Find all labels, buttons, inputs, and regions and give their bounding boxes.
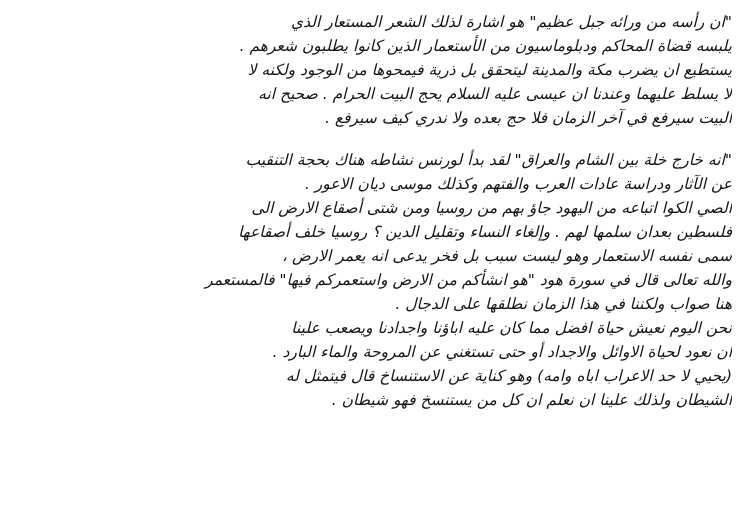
text-line: عن الآثار ودراسة عادات العرب والفتهم وكذلك موسى ديان الاعور . [304,175,732,193]
text-line: (يحيي لا حد الاعراب اباه وامه) وهو كناية عن الاستنساخ قال فيتمثل له [285,367,732,385]
text-line: هنا صواب ولكننا في هذا الزمان نطلقها على الدجال . [395,295,732,313]
text-line: لا يسلط عليهما وعندنا ان عيسى عليه السلام يحج البيت الحرام . صحيح انه [258,85,732,103]
text-line: يستطيع ان يضرب مكة والمدينة ليتحقق بل ذرية فيمحوها من الوجود ولكنه لا [247,61,732,79]
text-line: سمى نفسه الاستعمار وهو ليست سبب بل فخر يدعى انه يعمر الارض ، [282,247,732,265]
paragraph-2 [14,148,732,412]
text-line: والله تعالى قال في سورة هود "هو انشأكم من الارض واستعمركم فيها" فالمستعمر [205,271,732,289]
text-line: نحن اليوم نعيش حياة افضل مما كان عليه اباؤنا واجدادنا ويصعب علينا [291,319,732,337]
text-line: فلسطين بعدان سلمها لهم . وإلغاء النساء وتقليل الدين ؟ روسيا خلف أصقاعها [238,223,732,241]
text-line: البيت سيرفع في آخر الزمان فلا حج بعده ولا ندري كيف سيرفع . [325,109,732,127]
text-line: الصي الكوا اتباعه من اليهود جاؤ بهم من روسيا ومن شتى أصقاع الارض الى [251,199,732,217]
text-line: ان نعود لحياة الاوائل والاجداد أو حتى تستغني عن المروحة والماء البارد . [272,343,732,361]
paragraph-1 [14,10,732,130]
text-line: الشيطان ولذلك علينا ان نعلم ان كل من يستنسخ فهو شيطان . [331,391,732,409]
text-line: يلبسه قضاة المحاكم ودبلوماسيون من الأستعمار الذين كانوا يطلبون شعرهم . [239,37,732,55]
text-line: "انه خارج خلة بين الشام والعراق" لقد بدأ لورنس نشاطه هناك بحجة التنقيب [245,151,732,169]
text-line: "ان رأسه من ورائه جبل عظيم" هو اشارة لذلك الشعر المستعار الذي [290,13,732,31]
